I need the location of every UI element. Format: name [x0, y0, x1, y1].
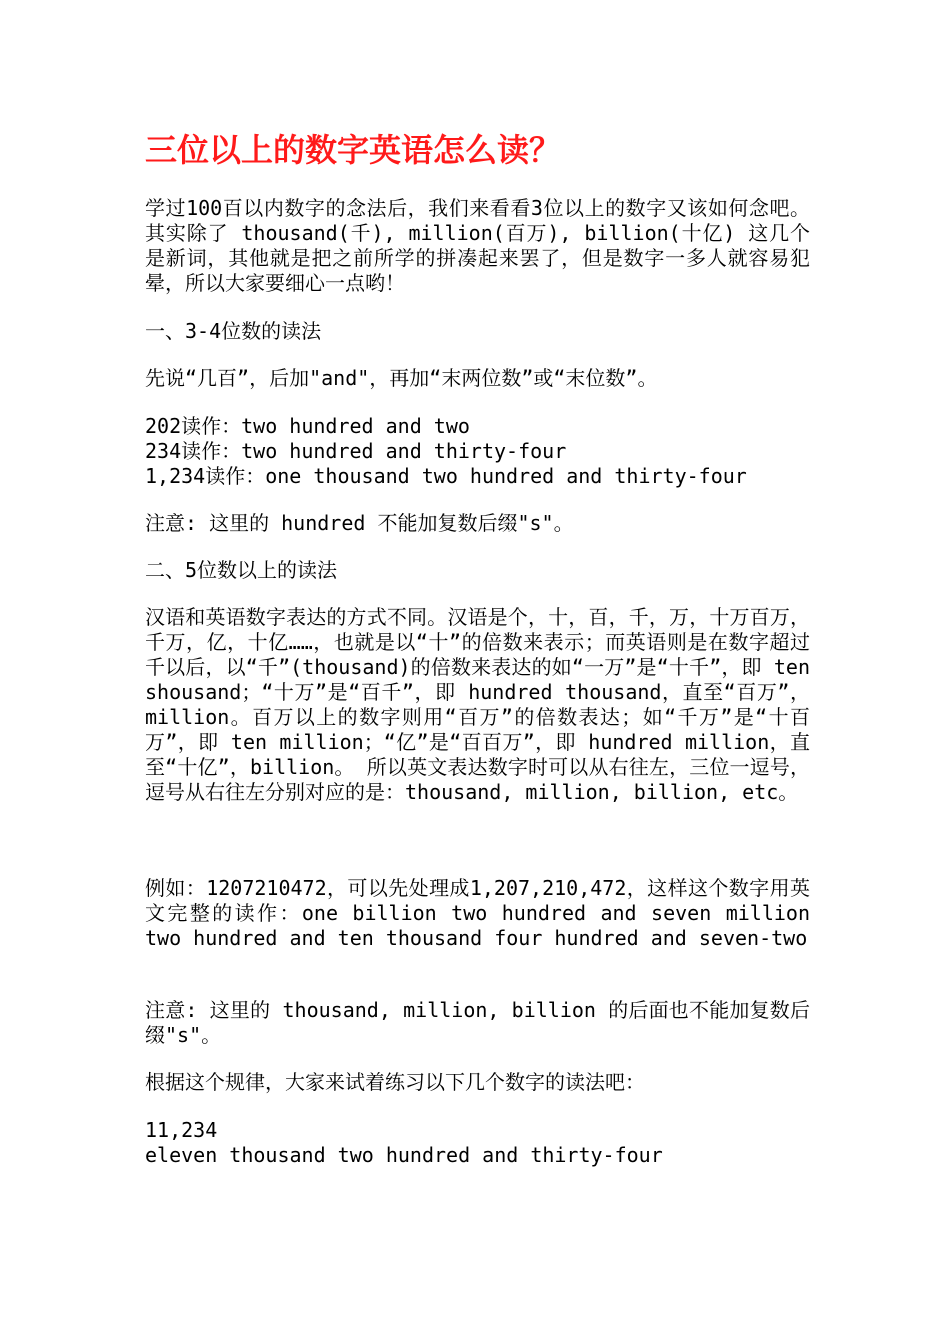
section1-examples — [145, 414, 810, 489]
intro-paragraph: 学过100百以内数字的念法后，我们来看看3位以上的数字又该如何念吧。其实除了 thousand(千), million(百万), billion(十亿) 这几个是新词，其他就是把之前所学的拼凑起来罢了，但是数字一多人就容易犯晕，所以大家要细心一点哟！ — [145, 196, 810, 295]
practice-item — [145, 1118, 810, 1168]
example-line: 202读作：two hundred and two — [145, 414, 470, 438]
section1-heading: 一、3-4位数的读法 — [145, 319, 322, 343]
practice-number: 11,234 — [145, 1118, 218, 1142]
example-line: 1,234读作：one thousand two hundred and thirty-four — [145, 464, 747, 488]
practice-intro: 根据这个规律，大家来试着练习以下几个数字的读法吧： — [145, 1070, 645, 1094]
section2-example: 例如：1207210472，可以先处理成1,207,210,472，这样这个数字用英文完整的读作：one billion two hundred and seven million two hundred and ten thousand four hundred and seven-two — [145, 876, 810, 950]
section1-note: 注意: 这里的 hundred 不能加复数后缀"s"。 — [145, 511, 574, 535]
section1-rule: 先说“几百”，后加"and"，再加“末两位数”或“末位数”。 — [145, 366, 658, 390]
example-line: 234读作：two hundred and thirty-four — [145, 439, 567, 463]
practice-reading: eleven thousand two hundred and thirty-four — [145, 1143, 663, 1167]
section2-heading: 二、5位数以上的读法 — [145, 558, 338, 582]
section2-note: 注意: 这里的 thousand, million, billion 的后面也不能加复数后缀"s"。 — [145, 998, 810, 1047]
section2-paragraph: 汉语和英语数字表达的方式不同。汉语是个，十，百，千，万，十万百万，千万，亿，十亿……，也就是以“十”的倍数来表示；而英语则是在数字超过千以后，以“千”(thousand)的倍数来表达的如“一万”是“十千”，即 ten shousand；“十万”是“百千”，即 hundred thousand，直至“百万”，million。百万以上的数字则用“百万”的倍数表达；如“千万”是“十百万”，即 ten million；“亿”是“百百万”，即 hundred million，直至“十亿”，billion。 所以英文表达数字时可以从右往左，三位一逗号，逗号从右往左分别对应的是：thousand, million, billion, etc。 — [145, 605, 810, 804]
page-title: 三位以上的数字英语怎么读？ — [145, 131, 562, 169]
